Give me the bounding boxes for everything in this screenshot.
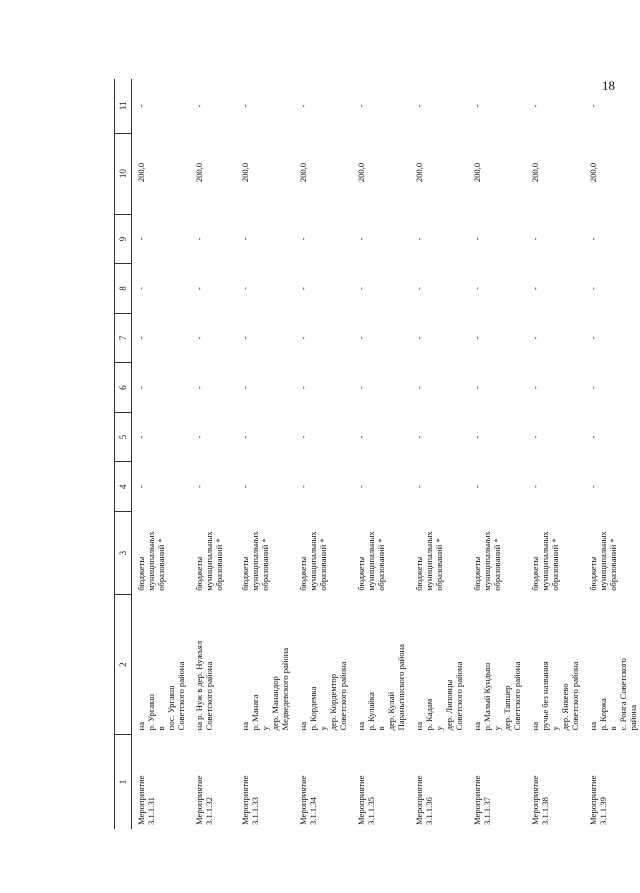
location-cell [526,595,584,735]
source-cell [132,511,191,594]
measure-label: Мероприятие [472,775,482,825]
source-cell [352,511,410,594]
value-cell-c8: - [136,287,146,290]
rotated-table-wrapper [114,79,638,829]
measure-code: 3.1.1.33 [250,797,260,825]
location-line: у [492,726,502,731]
measure-cell [352,734,410,829]
location-line: у [434,726,444,731]
location-line: на [530,721,540,731]
location-line: р. Кордемка [308,686,318,731]
value-cell-c7: - [240,336,250,340]
source-line: муниципальных [250,531,260,591]
value-cell-c8: - [356,287,366,290]
value-cell-c11: - [298,104,308,108]
location-line: дер. Липовцы [444,679,454,731]
value-cell-c5: - [298,435,308,439]
location-line: Советского района [570,661,580,731]
source-line: образований * [260,538,270,591]
value-cell-c11: - [530,104,540,108]
source-line: муниципальных [540,531,550,591]
measure-label: Мероприятие [588,775,598,825]
measure-label: Мероприятие [136,775,146,825]
value-cell-c10: 200,0 [588,162,598,183]
value-cell-c11: - [414,104,424,108]
measure-code: 3.1.1.32 [204,797,214,825]
location-line: р. Кулайка [366,692,376,731]
measure-cell [236,734,294,829]
value-cell-c7: - [136,336,146,340]
value-cell-c8: - [240,287,250,290]
source-line: образований * [318,538,328,591]
location-line: р. Малый Кундыш [482,662,492,731]
source-cell [526,511,584,594]
value-cell-c10: 200,0 [298,162,308,183]
location-line: дер. Тапшер [502,685,512,731]
value-cell-c4: - [414,485,424,489]
value-cell-c8: - [530,287,540,290]
value-cell-c7: - [530,336,540,340]
value-cell-c11: - [240,104,250,108]
value-cell-c11: - [356,104,366,108]
location-line: дер. Янкеево [560,683,570,731]
source-line: образований * [492,538,502,591]
table-row [468,79,526,829]
value-cell-c10: 200,0 [136,162,146,183]
table-row [294,79,352,829]
measure-label: Мероприятие [356,775,366,825]
value-cell-c8: - [194,287,204,290]
value-cell-c7: - [472,336,482,340]
header-cell: 3 [115,511,132,594]
value-cell-c5: - [194,435,204,439]
source-line: бюджеты [356,556,366,591]
source-line: муниципальных [598,531,608,591]
table-row [352,79,410,829]
source-line: бюджеты [240,556,250,591]
value-cell-c7: - [356,336,366,340]
value-cell-c10: 200,0 [472,162,482,183]
location-cell [294,595,352,735]
value-cell-c9: - [472,237,482,241]
source-line: муниципальных [146,531,156,591]
measure-cell [410,734,468,829]
value-cell-c5: - [588,435,598,439]
location-line: дер. Кулай [386,691,396,731]
value-cell-c4: - [298,485,308,489]
value-cell-c11: - [472,104,482,108]
location-line: р. Коржа [598,698,608,731]
location-line: в [376,726,386,731]
value-cell-c4: - [530,485,540,489]
source-line: бюджеты [472,556,482,591]
measure-code: 3.1.1.36 [424,797,434,825]
location-line: р. Кадам [424,698,434,731]
measure-label: Мероприятие [414,775,424,825]
value-cell-c5: - [356,435,366,439]
value-cell-c5: - [136,435,146,439]
source-line: бюджеты [136,556,146,591]
table-row [132,79,191,829]
location-line: дер. Манандор [270,676,280,731]
location-line: у [550,726,560,731]
measure-label: Мероприятие [240,775,250,825]
value-cell-c5: - [530,435,540,439]
source-line: бюджеты [194,556,204,591]
value-cell-c11: - [588,104,598,108]
value-cell-c9: - [588,237,598,241]
source-line: образований * [608,538,618,591]
value-cell-c9: - [240,237,250,241]
location-cell [132,595,191,735]
value-cell-c7: - [588,336,598,340]
location-line: ручье без названия [540,661,550,731]
location-cell [584,595,640,735]
location-line: на [136,721,146,731]
header-cell: 11 [115,79,132,133]
location-line: с. Ронга Советского [618,658,628,731]
location-line: в [608,726,618,731]
measure-cell [132,734,191,829]
value-cell-c9: - [298,237,308,241]
header-row [115,79,132,829]
source-line: бюджеты [298,556,308,591]
value-cell-c6: - [240,386,250,390]
measure-code: 3.1.1.34 [308,797,318,825]
source-line: муниципальных [366,531,376,591]
source-cell [584,511,640,594]
location-line: р. Ургакш [146,694,156,731]
value-cell-c9: - [136,237,146,241]
location-line: дер. Кордемтор [328,673,338,731]
source-cell [190,511,236,594]
source-line: образований * [156,538,166,591]
value-cell-c8: - [472,287,482,290]
value-cell-c10: 200,0 [240,162,250,183]
source-line: образований * [434,538,444,591]
table-row [410,79,468,829]
value-cell-c4: - [588,485,598,489]
measures-table [114,79,640,829]
measure-label: Мероприятие [298,775,308,825]
value-cell-c4: - [356,485,366,489]
header-cell: 5 [115,412,132,462]
header-cell: 2 [115,595,132,735]
header-cell: 7 [115,313,132,363]
header-cell: 9 [115,214,132,264]
measure-label: Мероприятие [194,775,204,825]
location-cell [236,595,294,735]
location-line: на [472,721,482,731]
source-line: муниципальных [204,531,214,591]
location-cell [190,595,236,735]
location-line: у [260,726,270,731]
location-line: Советского района [512,661,522,731]
source-line: муниципальных [308,531,318,591]
measure-code: 3.1.1.38 [540,797,550,825]
location-line: в [156,726,166,731]
value-cell-c8: - [414,287,424,290]
value-cell-c9: - [194,237,204,241]
location-line: Советского района [338,661,348,731]
value-cell-c6: - [588,386,598,390]
value-cell-c6: - [356,386,366,390]
source-cell [410,511,468,594]
value-cell-c11: - [194,104,204,108]
value-cell-c11: - [136,104,146,108]
source-line: образований * [550,538,560,591]
measure-code: 3.1.1.39 [598,797,608,825]
location-line: на р. Нуж в дер. Нужъял [194,640,204,731]
location-line: на [356,721,366,731]
value-cell-c6: - [414,386,424,390]
value-cell-c6: - [298,386,308,390]
location-line: на [588,721,598,731]
value-cell-c10: 200,0 [530,162,540,183]
location-line: Советского района [176,661,186,731]
header-cell: 8 [115,264,132,314]
header-cell: 1 [115,734,132,829]
value-cell-c5: - [240,435,250,439]
header-cell: 10 [115,133,132,214]
location-cell [468,595,526,735]
measure-label: Мероприятие [530,775,540,825]
location-line: у [318,726,328,731]
table-row [526,79,584,829]
value-cell-c4: - [472,485,482,489]
value-cell-c9: - [356,237,366,241]
source-cell [468,511,526,594]
location-line: Медведевского района [280,647,290,731]
source-cell [294,511,352,594]
location-cell [410,595,468,735]
source-line: бюджеты [530,556,540,591]
source-line: муниципальных [482,531,492,591]
location-line: Советского района [454,661,464,731]
source-line: образований * [214,538,224,591]
source-cell [236,511,294,594]
value-cell-c5: - [414,435,424,439]
location-line: Советского района [204,661,214,731]
measure-cell [526,734,584,829]
value-cell-c7: - [414,336,424,340]
location-line: на [240,721,250,731]
header-cell: 4 [115,462,132,512]
measure-cell [468,734,526,829]
value-cell-c6: - [194,386,204,390]
value-cell-c7: - [298,336,308,340]
source-line: бюджеты [414,556,424,591]
measure-cell [190,734,236,829]
location-line: района [628,704,638,731]
location-line: на [414,721,424,731]
measure-cell [584,734,640,829]
value-cell-c6: - [530,386,540,390]
measure-code: 3.1.1.37 [482,797,492,825]
value-cell-c8: - [588,287,598,290]
value-cell-c4: - [194,485,204,489]
value-cell-c7: - [194,336,204,340]
value-cell-c9: - [414,237,424,241]
value-cell-c10: 200,0 [194,162,204,183]
value-cell-c5: - [472,435,482,439]
table-row [236,79,294,829]
value-cell-c6: - [136,386,146,390]
location-line: на [298,721,308,731]
value-cell-c6: - [472,386,482,390]
table-row [190,79,236,829]
location-line: пос. Ургакш [166,685,176,731]
header-cell: 6 [115,363,132,413]
table-row [584,79,640,829]
source-line: муниципальных [424,531,434,591]
measure-cell [294,734,352,829]
value-cell-c4: - [240,485,250,489]
source-line: образований * [376,538,386,591]
location-cell [352,595,410,735]
page-number: 18 [602,78,615,93]
location-line: Параньгинского района [396,644,406,731]
measure-code: 3.1.1.31 [146,797,156,825]
value-cell-c9: - [530,237,540,241]
value-cell-c8: - [298,287,308,290]
value-cell-c4: - [136,485,146,489]
location-line: р. Манага [250,694,260,731]
source-line: бюджеты [588,556,598,591]
value-cell-c10: 200,0 [414,162,424,183]
measure-code: 3.1.1.35 [366,797,376,825]
value-cell-c10: 200,0 [356,162,366,183]
